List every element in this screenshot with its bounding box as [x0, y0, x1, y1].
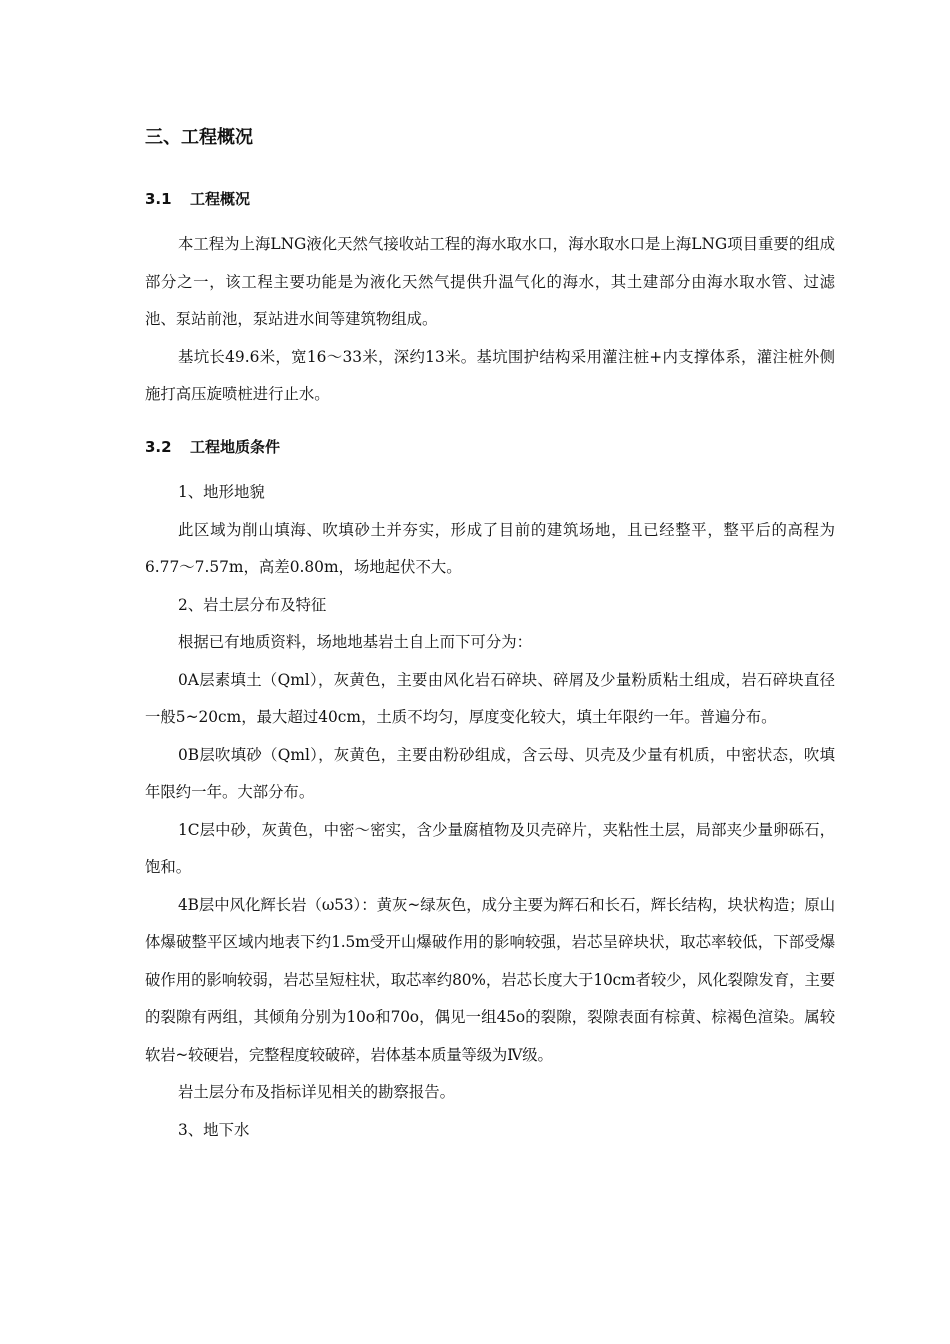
paragraph: 本工程为上海LNG液化天然气接收站工程的海水取水口，海水取水口是上海LNG项目重要的组成部分之一，该工程主要功能是为液化天然气提供升温气化的海水，其土建部分由海水取水管、过滤池、泵站前池，泵站进水间等建筑物组成。 [145, 235, 835, 328]
paragraph: 根据已有地质资料，场地地基岩土自上而下可分为： [178, 633, 532, 651]
paragraph: 岩土层分布及指标详见相关的勘察报告。 [178, 1083, 456, 1101]
subheading-terrain: 1、地形地貌 [178, 483, 265, 501]
paragraph: 基坑长49.6米，宽16～33米，深约13米。基坑围护结构采用灌注桩+内支撑体系，灌注桩外侧施打高压旋喷桩进行止水。 [145, 347, 835, 403]
section-title: 工程概况 [190, 190, 251, 208]
section-body-3-1 [145, 226, 835, 414]
paragraph-layer-0a: 0A层素填土（Qml），灰黄色，主要由风化岩石碎块、碎屑及少量粉质粘土组成，岩石碎块直径一般5~20cm，最大超过40cm，土质不均匀，厚度变化较大，填土年限约一年。普遍分布。 [145, 670, 835, 726]
subheading-groundwater: 3、地下水 [178, 1120, 250, 1139]
section-number: 3.2 [145, 438, 172, 456]
paragraph: 此区域为削山填海、吹填砂土并夯实，形成了目前的建筑场地，且已经整平，整平后的高程为6.77～7.57m，高差0.80m，场地起伏不大。 [145, 520, 835, 576]
section-number: 3.1 [145, 190, 172, 208]
section-title: 工程地质条件 [190, 438, 281, 456]
section-heading-3-2 [145, 436, 280, 458]
paragraph-layer-4b: 4B层中风化辉长岩（ω53）：黄灰~绿灰色，成分主要为辉石和长石，辉长结构，块状构造；原山体爆破整平区域内地表下约1.5m受开山爆破作用的影响较强，岩芯呈碎块状，取芯率较低，下部受爆破作用的影响较弱，岩芯呈短柱状，取芯率约80%，岩芯长度大于10cm者较少，风化裂隙发育，主要的裂隙有两组，其倾角分别为10o和70o，偶见一组45o的裂隙，裂隙表面有棕黄、棕褐色渲染。属较软岩~较硬岩，完整程度较破碎，岩体基本质量等级为Ⅳ级。 [145, 895, 835, 1064]
section-body-3-2 [145, 474, 835, 1149]
chapter-title: 三、工程概况 [145, 127, 253, 148]
section-heading-3-1 [145, 188, 250, 210]
paragraph-layer-1c: 1C层中砂，灰黄色，中密～密实，含少量腐植物及贝壳碎片，夹粘性土层，局部夹少量卵砾石，饱和。 [145, 820, 835, 876]
paragraph-layer-0b: 0B层吹填砂（Qml），灰黄色，主要由粉砂组成，含云母、贝壳及少量有机质，中密状态，吹填年限约一年。大部分布。 [145, 745, 835, 801]
subheading-strata: 2、岩土层分布及特征 [178, 595, 327, 614]
